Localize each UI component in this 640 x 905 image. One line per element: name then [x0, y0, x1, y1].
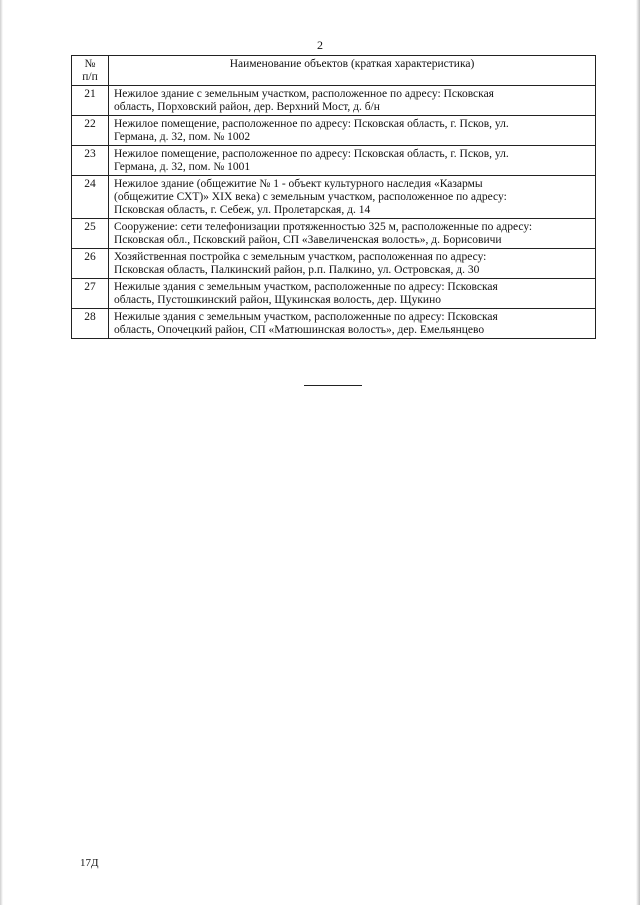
object-description: [109, 309, 596, 339]
description-line: Псковская область, г. Себеж, ул. Пролетарская, д. 14: [114, 204, 371, 216]
description-line: Германа, д. 32, пом. № 1001: [114, 161, 251, 173]
description-line: Нежилое здание с земельным участком, расположенное по адресу: Псковская: [114, 88, 494, 100]
row-number: 26: [72, 249, 109, 279]
object-description: [109, 176, 596, 219]
row-number: 25: [72, 219, 109, 249]
header-number-abbrev: п/п: [82, 71, 98, 83]
scan-right-edge: [636, 0, 640, 905]
description-line: (общежитие СХТ)» XIX века) с земельным участком, расположенное по адресу:: [114, 191, 507, 203]
header-number: [72, 56, 109, 86]
objects-table: [71, 55, 596, 339]
row-number: 27: [72, 279, 109, 309]
table-row: [72, 249, 596, 279]
header-name: Наименование объектов (краткая характеристика): [109, 56, 596, 86]
table-row: [72, 219, 596, 249]
description-line: Нежилые здания с земельным участком, расположенные по адресу: Псковская: [114, 311, 498, 323]
table-row: [72, 116, 596, 146]
row-number: 24: [72, 176, 109, 219]
description-line: область, Порховский район, дер. Верхний Мост, д. б/н: [114, 101, 380, 113]
object-description: [109, 116, 596, 146]
table-header-row: [72, 56, 596, 86]
object-description: [109, 249, 596, 279]
row-number: 28: [72, 309, 109, 339]
object-description: [109, 219, 596, 249]
row-number: 23: [72, 146, 109, 176]
description-line: Нежилое помещение, расположенное по адресу: Псковская область, г. Псков, ул.: [114, 118, 509, 130]
table-row: [72, 309, 596, 339]
separator-line: [304, 385, 362, 386]
header-number-symbol: №: [84, 58, 96, 70]
page-number: 2: [317, 38, 323, 52]
description-line: Нежилое здание (общежитие № 1 - объект культурного наследия «Казармы: [114, 178, 483, 190]
object-description: [109, 86, 596, 116]
table-row: [72, 146, 596, 176]
description-line: Хозяйственная постройка с земельным участком, расположенная по адресу:: [114, 251, 487, 263]
table-body: [72, 86, 596, 339]
scan-left-edge: [0, 0, 3, 905]
document-code: 17Д: [80, 857, 99, 869]
row-number: 22: [72, 116, 109, 146]
object-description: [109, 279, 596, 309]
description-line: Нежилые здания с земельным участком, расположенные по адресу: Псковская: [114, 281, 498, 293]
table-row: [72, 279, 596, 309]
description-line: область, Опочецкий район, СП «Матюшинская волость», дер. Емельянцево: [114, 324, 485, 336]
description-line: Сооружение: сети телефонизации протяженностью 325 м, расположенные по адресу:: [114, 221, 533, 233]
description-line: Нежилое помещение, расположенное по адресу: Псковская область, г. Псков, ул.: [114, 148, 509, 160]
description-line: Псковская обл., Псковский район, СП «Завеличенская волость», д. Борисовичи: [114, 234, 502, 246]
table-row: [72, 86, 596, 116]
table-row: [72, 176, 596, 219]
object-description: [109, 146, 596, 176]
description-line: Псковская область, Палкинский район, р.п. Палкино, ул. Островская, д. 30: [114, 264, 480, 276]
description-line: область, Пустошкинский район, Щукинская волость, дер. Щукино: [114, 294, 441, 306]
row-number: 21: [72, 86, 109, 116]
description-line: Германа, д. 32, пом. № 1002: [114, 131, 251, 143]
